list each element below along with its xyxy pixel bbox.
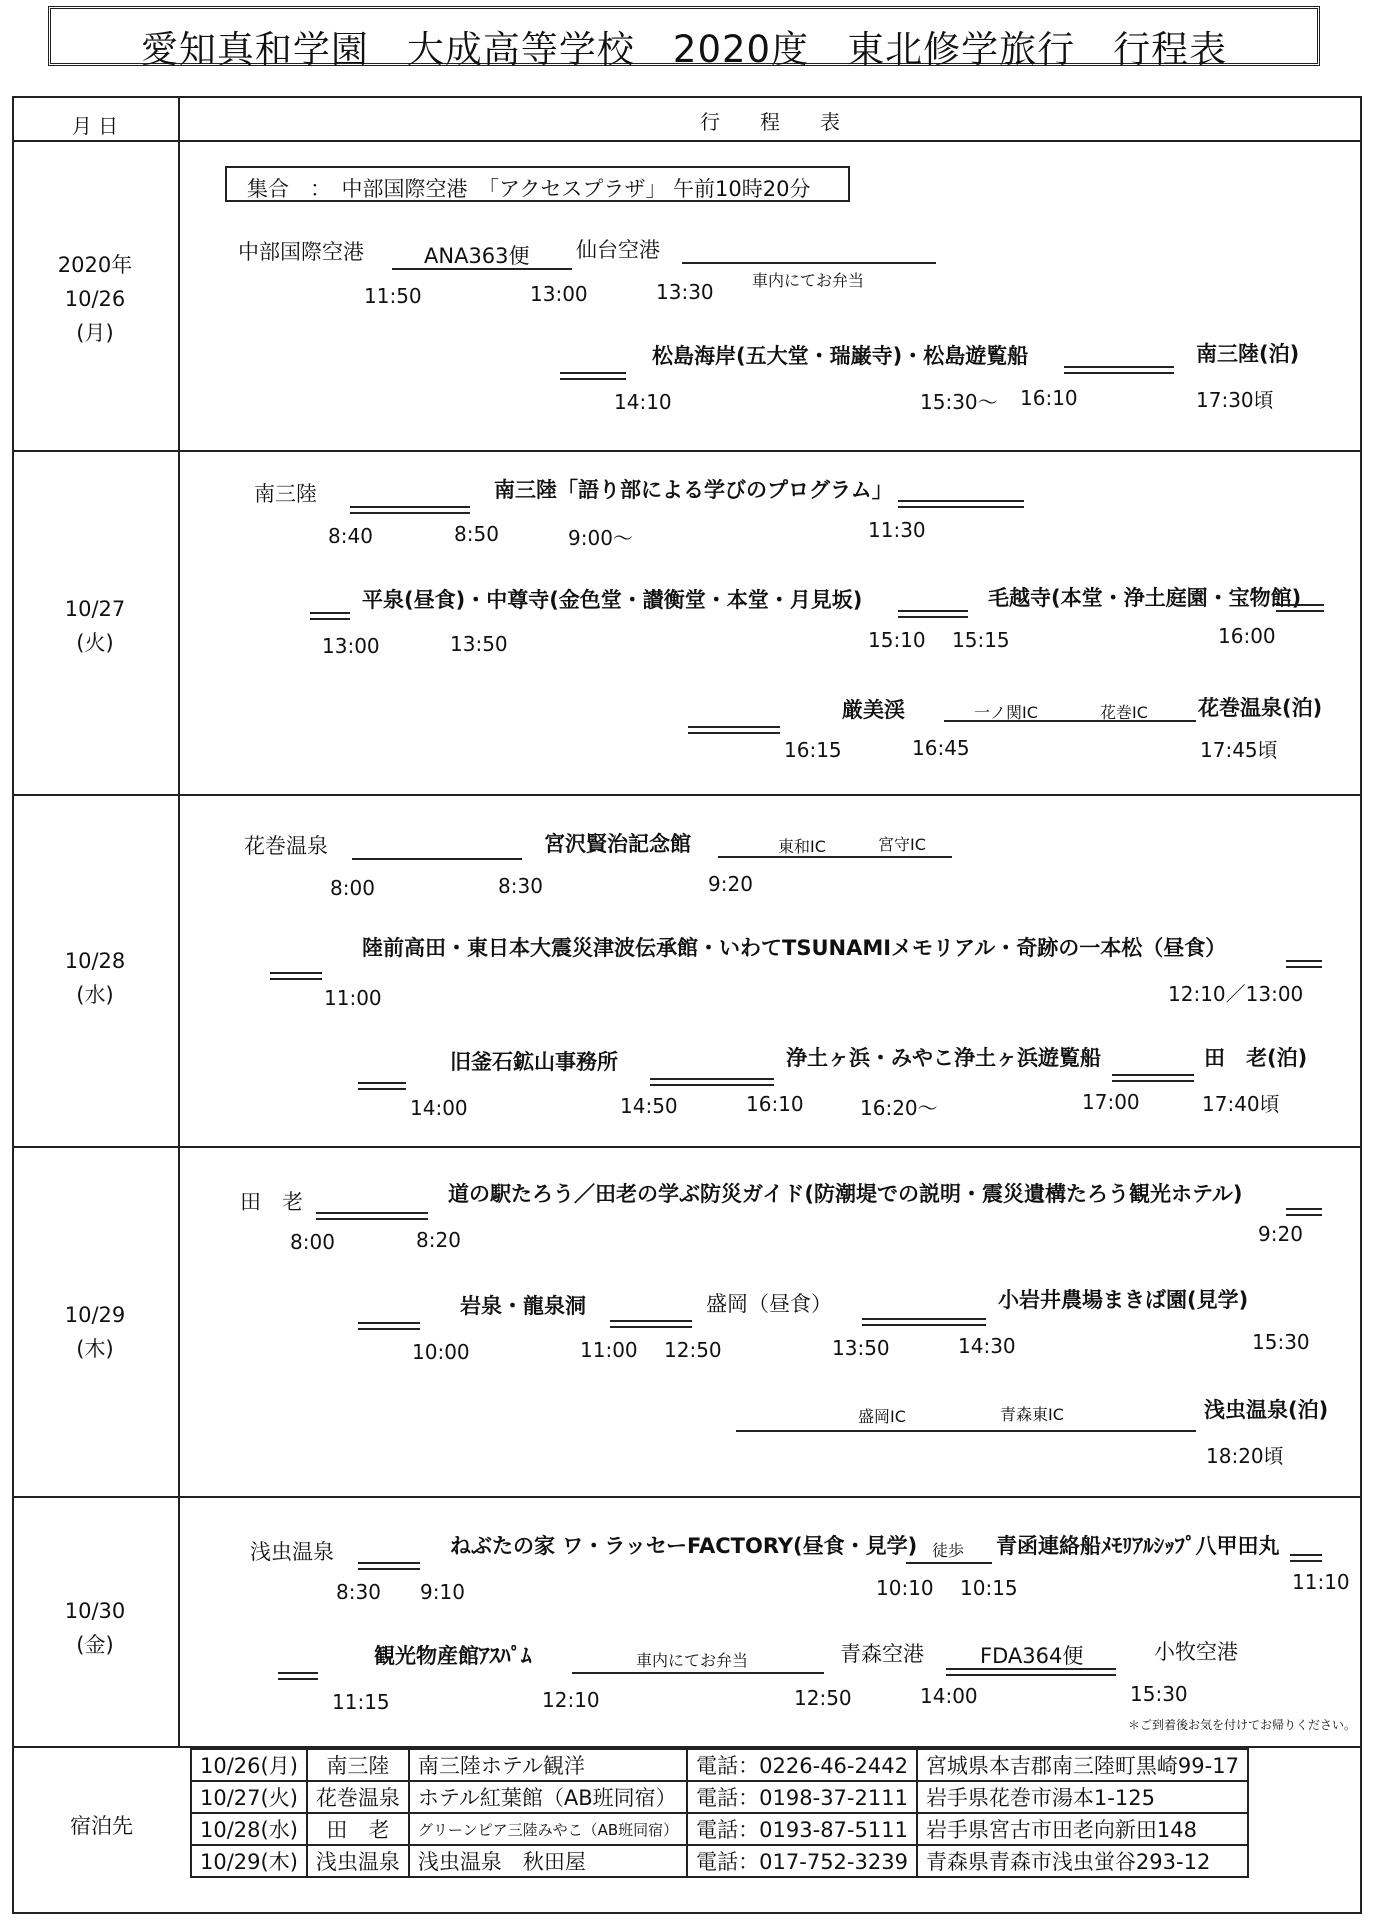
day4-weekday: (木) xyxy=(76,1337,114,1361)
lodging-address: 岩手県花巻市湯本1-125 xyxy=(917,1781,1248,1813)
day4-time: 9:20 xyxy=(1258,1222,1303,1246)
day5-time: 10:15 xyxy=(960,1576,1018,1600)
day3-place: 旧釜石鉱山事務所 xyxy=(450,1050,618,1074)
day2-time: 11:30 xyxy=(868,518,926,542)
lodging-label: 宿泊先 xyxy=(70,1814,133,1838)
day5-note: 車内にてお弁当 xyxy=(636,1651,749,1670)
day3-ic: 東和IC xyxy=(778,837,826,856)
day3-place: 陸前高田・東日本大震災津波伝承館・いわてTSUNAMIメモリアル・奇跡の一本松（昼食） xyxy=(362,936,1227,960)
day1-time: 15:30～ xyxy=(920,390,998,414)
day1-time: 13:30 xyxy=(656,280,714,304)
lodging-area: 田 老 xyxy=(307,1813,409,1845)
lodging-hotel: 浅虫温泉 秋田屋 xyxy=(409,1845,687,1877)
route-line xyxy=(736,1430,1196,1432)
route-line xyxy=(906,1562,992,1564)
day2-place: 厳美渓 xyxy=(842,698,905,722)
header-divider xyxy=(12,140,1362,142)
lodging-hotel: グリーンピア三陸みやこ（AB班同宿） xyxy=(409,1813,687,1845)
day1-date xyxy=(12,248,178,350)
day2-time: 16:15 xyxy=(784,738,842,762)
day2-divider xyxy=(12,794,1362,796)
day2-time: 9:00～ xyxy=(568,526,633,550)
day1-time: 16:10 xyxy=(1020,386,1078,410)
route-line xyxy=(650,1078,774,1086)
day2-time: 16:00 xyxy=(1218,624,1276,648)
meeting-box xyxy=(225,166,850,202)
day4-time: 10:00 xyxy=(412,1340,470,1364)
day2-time: 8:40 xyxy=(328,524,373,548)
lodging-tel: 電話：0198-37-2111 xyxy=(687,1781,917,1813)
lodging-row xyxy=(191,1781,1248,1813)
route-line xyxy=(898,610,968,618)
day2-place: 平泉(昼食)・中尊寺(金色堂・讃衡堂・本堂・月見坂) xyxy=(362,588,863,612)
route-line xyxy=(350,506,470,514)
lodging-date: 10/28(水) xyxy=(191,1813,307,1845)
route-line xyxy=(1112,1074,1194,1082)
day4-time: 11:00 xyxy=(580,1338,638,1362)
day4-place: 盛岡（昼食） xyxy=(706,1292,832,1316)
day4-time: 18:20頃 xyxy=(1206,1444,1284,1468)
day1-time: 13:00 xyxy=(530,282,588,306)
day5-walk: 徒歩 xyxy=(932,1541,965,1560)
day4-time: 8:00 xyxy=(290,1230,335,1254)
day3-place: 浄土ヶ浜・みやこ浄土ヶ浜遊覧船 xyxy=(786,1046,1101,1070)
lodging-area: 花巻温泉 xyxy=(307,1781,409,1813)
day4-day: 10/29 xyxy=(64,1303,126,1327)
route-line xyxy=(358,1082,406,1090)
day4-place: 道の駅たろう／田老の学ぶ防災ガイド(防潮堤での説明・震災遺構たろう観光ホテル) xyxy=(448,1182,1243,1206)
route-line xyxy=(358,1562,420,1570)
lodging-date: 10/27(火) xyxy=(191,1781,307,1813)
day3-time: 8:00 xyxy=(330,876,375,900)
day5-place: 小牧空港 xyxy=(1154,1640,1238,1664)
day3-time: 16:10 xyxy=(746,1092,804,1116)
day3-place: 宮沢賢治記念館 xyxy=(544,832,691,856)
day4-ic: 青森東IC xyxy=(1000,1405,1064,1424)
lodging-table xyxy=(190,1748,1249,1878)
day4-time: 13:50 xyxy=(832,1336,890,1360)
day3-divider xyxy=(12,1146,1362,1148)
day3-time: 11:00 xyxy=(324,986,382,1010)
day2-weekday: (火) xyxy=(76,631,114,655)
column-divider xyxy=(178,96,180,1746)
schedule-column-header: 行 程 表 xyxy=(700,110,840,134)
lodging-address: 宮城県本吉郡南三陸町黒崎99-17 xyxy=(917,1749,1248,1781)
day5-place: 青森空港 xyxy=(840,1642,924,1666)
route-line xyxy=(610,1320,692,1328)
day3-time: 12:10／13:00 xyxy=(1168,982,1304,1006)
day3-time: 17:00 xyxy=(1082,1090,1140,1114)
day1-day: 10/26 xyxy=(64,287,126,311)
day5-time: 10:10 xyxy=(876,1576,934,1600)
day5-time: 15:30 xyxy=(1130,1682,1188,1706)
day3-time: 16:20～ xyxy=(860,1096,938,1120)
route-line xyxy=(688,726,780,734)
route-line xyxy=(1286,960,1322,968)
day5-time: 11:15 xyxy=(332,1690,390,1714)
day5-footnote: ＊ご到着後お気を付けてお帰りください。 xyxy=(1128,1718,1357,1732)
day1-place: 南三陸(泊) xyxy=(1196,342,1300,366)
day4-ic: 盛岡IC xyxy=(858,1407,906,1426)
route-line xyxy=(310,612,350,620)
page-title: 愛知真和学園 大成高等学校 2020度 東北修学旅行 行程表 xyxy=(140,28,1228,71)
lodging-row xyxy=(191,1813,1248,1845)
day1-weekday: (月) xyxy=(76,321,114,345)
day2-time: 17:45頃 xyxy=(1200,738,1278,762)
day5-date xyxy=(12,1594,178,1662)
day5-time: 12:10 xyxy=(542,1688,600,1712)
route-line xyxy=(898,500,1024,508)
day2-time: 13:00 xyxy=(322,634,380,658)
lodging-tel: 電話：0193-87-5111 xyxy=(687,1813,917,1845)
day4-time: 15:30 xyxy=(1252,1330,1310,1354)
day2-place: 毛越寺(本堂・浄土庭園・宝物館) xyxy=(988,586,1302,610)
route-line xyxy=(278,1672,318,1680)
day4-date xyxy=(12,1298,178,1366)
route-line xyxy=(1286,1208,1322,1216)
day2-day: 10/27 xyxy=(64,597,126,621)
lodging-address: 岩手県宮古市田老向新田148 xyxy=(917,1813,1248,1845)
lodging-row xyxy=(191,1845,1248,1877)
day2-time: 15:15 xyxy=(952,628,1010,652)
day2-time: 13:50 xyxy=(450,632,508,656)
route-line xyxy=(560,372,626,380)
lodging-area: 浅虫温泉 xyxy=(307,1845,409,1877)
day5-time: 9:10 xyxy=(420,1580,465,1604)
route-line xyxy=(1290,1554,1322,1562)
day5-day: 10/30 xyxy=(64,1599,126,1623)
lodging-date: 10/29(木) xyxy=(191,1845,307,1877)
day1-place: 仙台空港 xyxy=(576,238,660,262)
day3-place: 花巻温泉 xyxy=(244,834,328,858)
day5-place: 浅虫温泉 xyxy=(250,1540,334,1564)
day4-place: 田 老 xyxy=(240,1190,303,1214)
day3-time: 14:50 xyxy=(620,1094,678,1118)
day2-time: 8:50 xyxy=(454,522,499,546)
route-line xyxy=(316,1212,428,1220)
day4-place: 小岩井農場まきば園(見学) xyxy=(998,1288,1249,1312)
route-line xyxy=(1064,366,1174,374)
day1-flight: ANA363便 xyxy=(424,244,530,268)
day3-date xyxy=(12,944,178,1012)
day3-place: 田 老(泊) xyxy=(1204,1046,1308,1070)
day2-place: 花巻温泉(泊) xyxy=(1198,696,1323,720)
day5-time: 12:50 xyxy=(794,1686,852,1710)
route-line xyxy=(682,262,936,264)
lodging-tel: 電話：0226-46-2442 xyxy=(687,1749,917,1781)
lodging-hotel: 南三陸ホテル観洋 xyxy=(409,1749,687,1781)
route-line xyxy=(718,856,952,858)
day3-ic: 宮守IC xyxy=(878,835,926,854)
day2-time: 15:10 xyxy=(868,628,926,652)
day2-date xyxy=(12,592,178,660)
day3-time: 9:20 xyxy=(708,872,753,896)
day2-ic: 花巻IC xyxy=(1100,703,1148,722)
day1-time: 17:30頃 xyxy=(1196,388,1274,412)
day3-weekday: (水) xyxy=(76,983,114,1007)
day4-time: 14:30 xyxy=(958,1334,1016,1358)
day5-flight: FDA364便 xyxy=(980,1644,1084,1668)
lodging-tel: 電話：017-752-3239 xyxy=(687,1845,917,1877)
day5-place: ねぶたの家 ワ・ラッセーFACTORY(昼食・見学) xyxy=(450,1534,918,1558)
day5-time: 8:30 xyxy=(336,1580,381,1604)
day4-time: 8:20 xyxy=(416,1228,461,1252)
date-column-header: 月 日 xyxy=(71,114,119,138)
day1-note: 車内にてお弁当 xyxy=(752,271,865,290)
day3-day: 10/28 xyxy=(64,949,126,973)
day5-time: 11:10 xyxy=(1292,1570,1350,1594)
day1-year: 2020年 xyxy=(57,253,133,277)
day4-place: 浅虫温泉(泊) xyxy=(1204,1398,1329,1422)
day4-place: 岩泉・龍泉洞 xyxy=(460,1294,586,1318)
day2-place: 南三陸 xyxy=(254,482,317,506)
day3-time: 14:00 xyxy=(410,1096,468,1120)
lodging-area: 南三陸 xyxy=(307,1749,409,1781)
lodging-row xyxy=(191,1749,1248,1781)
day1-time: 11:50 xyxy=(364,284,422,308)
day5-place: 青函連絡船ﾒﾓﾘｱﾙｼｯﾌﾟ八甲田丸 xyxy=(996,1534,1280,1558)
route-line xyxy=(572,1672,824,1674)
lodging-address: 青森県青森市浅虫蛍谷293-12 xyxy=(917,1845,1248,1877)
lodging-date: 10/26(月) xyxy=(191,1749,307,1781)
day1-place: 松島海岸(五大堂・瑞巌寺)・松島遊覧船 xyxy=(652,344,1029,368)
day5-time: 14:00 xyxy=(920,1684,978,1708)
day1-divider xyxy=(12,450,1362,452)
day3-time: 8:30 xyxy=(498,874,543,898)
day1-place: 中部国際空港 xyxy=(238,240,364,264)
day2-ic: 一ノ関IC xyxy=(974,703,1038,722)
day2-place: 南三陸「語り部による学びのプログラム」 xyxy=(494,478,893,502)
day2-time: 16:45 xyxy=(912,736,970,760)
day4-time: 12:50 xyxy=(664,1338,722,1362)
day5-place: 観光物産館ｱｽﾊﾟﾑ xyxy=(374,1644,532,1668)
day5-weekday: (金) xyxy=(76,1633,114,1657)
route-line xyxy=(1276,604,1324,612)
day3-time: 17:40頃 xyxy=(1202,1092,1280,1116)
route-line xyxy=(358,1322,420,1330)
lodging-hotel: ホテル紅葉館（AB班同宿） xyxy=(409,1781,687,1813)
route-line xyxy=(352,858,522,860)
route-line xyxy=(862,1318,986,1326)
meeting-text: 集合 ： 中部国際空港 「アクセスプラザ」 午前10時20分 xyxy=(247,177,811,201)
day4-divider xyxy=(12,1496,1362,1498)
title-box xyxy=(48,6,1320,71)
route-line xyxy=(270,972,322,980)
day1-time: 14:10 xyxy=(614,390,672,414)
